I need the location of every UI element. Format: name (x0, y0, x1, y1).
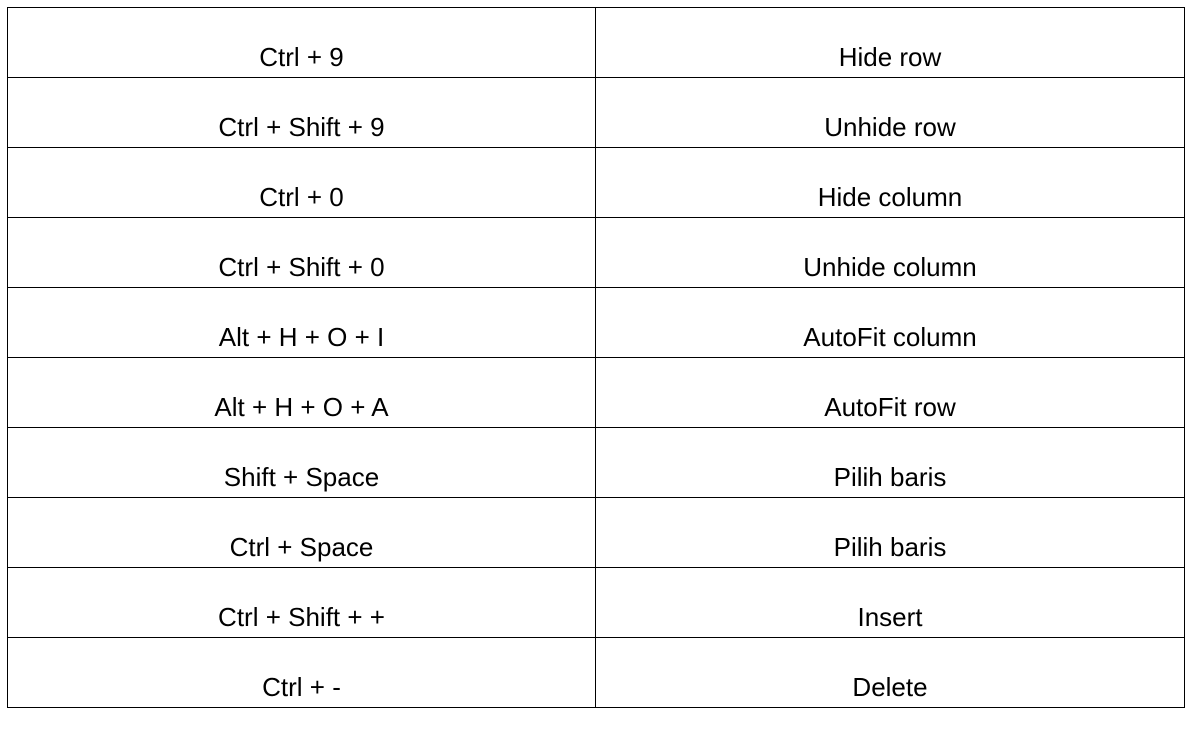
shortcut-action-cell (596, 288, 1185, 358)
shortcut-action-cell (596, 428, 1185, 498)
shortcut-action: AutoFit column (803, 321, 977, 352)
shortcut-keys: Ctrl + Shift + 0 (218, 251, 385, 282)
shortcut-keys-cell (8, 568, 596, 638)
shortcut-keys-cell (8, 498, 596, 568)
shortcut-keys-cell (8, 8, 596, 78)
shortcut-keys-cell (8, 148, 596, 218)
shortcut-keys-cell (8, 218, 596, 288)
shortcut-action: Pilih baris (833, 531, 947, 562)
shortcut-keys-cell (8, 638, 596, 708)
shortcut-action: Hide row (838, 41, 942, 72)
shortcut-action-cell (596, 358, 1185, 428)
shortcut-keys: Alt + H + O + I (218, 321, 385, 352)
shortcut-keys-cell (8, 78, 596, 148)
shortcut-keys: Shift + Space (223, 461, 380, 492)
shortcut-action: Pilih baris (833, 461, 947, 492)
table-row (8, 428, 1185, 498)
shortcut-keys-cell (8, 428, 596, 498)
shortcut-action-cell (596, 568, 1185, 638)
shortcut-keys: Ctrl + Shift + + (218, 601, 385, 632)
table-row (8, 78, 1185, 148)
shortcut-keys: Ctrl + 0 (259, 181, 344, 212)
shortcut-action: Insert (857, 601, 923, 632)
table-row (8, 638, 1185, 708)
shortcut-keys: Ctrl + Space (229, 531, 374, 562)
shortcut-action-cell (596, 148, 1185, 218)
table-row (8, 288, 1185, 358)
shortcut-action-cell (596, 638, 1185, 708)
shortcut-keys: Ctrl + Shift + 9 (218, 111, 385, 142)
shortcut-action-cell (596, 498, 1185, 568)
shortcut-action-cell (596, 218, 1185, 288)
shortcut-action: Unhide column (803, 251, 977, 282)
shortcut-keys: Ctrl + 9 (259, 41, 344, 72)
shortcut-keys-cell (8, 288, 596, 358)
table-row (8, 568, 1185, 638)
shortcut-table-body (8, 8, 1185, 708)
table-row (8, 8, 1185, 78)
shortcut-action: AutoFit row (824, 391, 956, 422)
shortcut-table (7, 7, 1185, 708)
shortcut-keys: Alt + H + O + A (214, 391, 389, 422)
shortcut-keys: Ctrl + - (262, 671, 341, 702)
shortcut-keys-cell (8, 358, 596, 428)
shortcut-action: Delete (852, 671, 928, 702)
shortcut-action: Hide column (817, 181, 963, 212)
table-row (8, 358, 1185, 428)
table-row (8, 148, 1185, 218)
shortcut-action-cell (596, 78, 1185, 148)
shortcut-action: Unhide row (824, 111, 956, 142)
shortcut-action-cell (596, 8, 1185, 78)
table-row (8, 498, 1185, 568)
table-row (8, 218, 1185, 288)
